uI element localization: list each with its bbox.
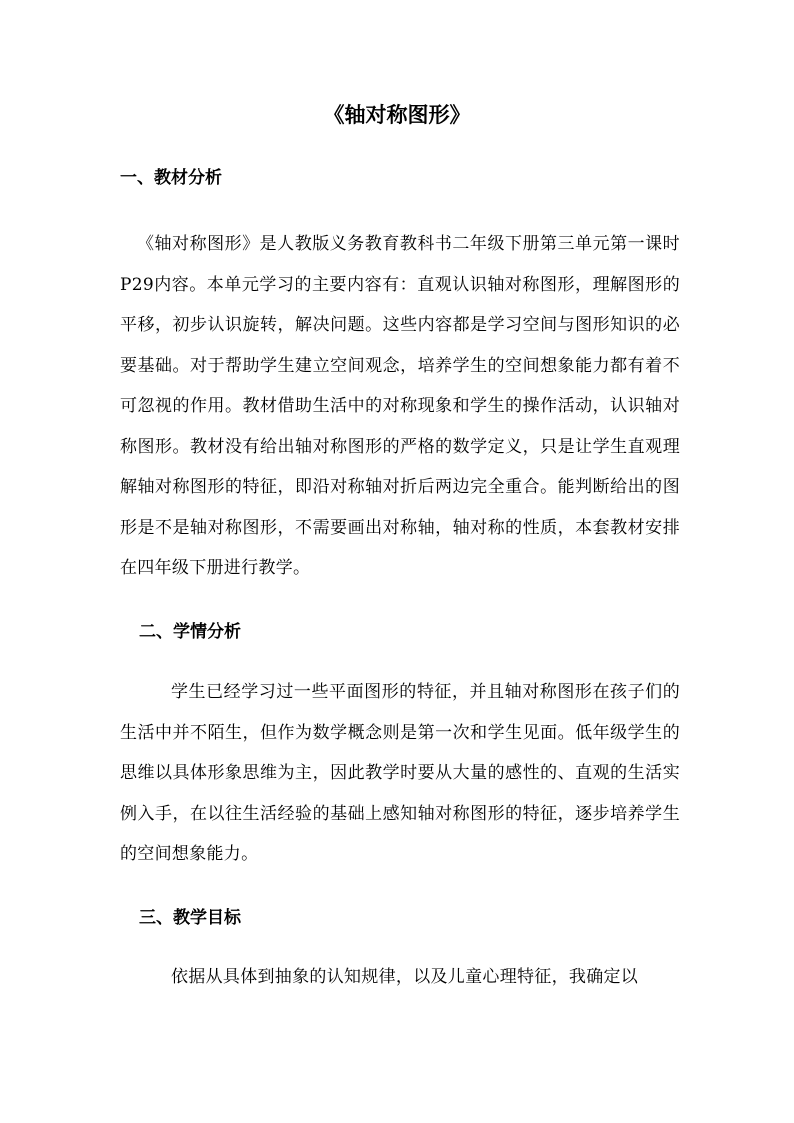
section-heading-textbook-analysis: 一、教材分析 — [120, 168, 222, 188]
section-heading-student-analysis: 二、学情分析 — [139, 622, 241, 642]
section-paragraph-student-analysis: 学生已经学习过一些平面图形的特征，并且轴对称图形在孩子们的生活中并不陌生，但作为数学概念则是第一次和学生见面。低年级学生的思维以具体形象思维为主，因此教学时要从大量的感性的、直观的生活实例入手，在以往生活经验的基础上感知轴对称图形的特征，逐步培养学生的空间想象能力。 — [120, 682, 680, 864]
section-paragraph-textbook-analysis: 《轴对称图形》是人教版义务教育教科书二年级下册第三单元第一课时P29内容。本单元学习的主要内容有：直观认识轴对称图形，理解图形的平移，初步认识旋转，解决问题。这些内容都是学习空间与图形知识的必要基础。对于帮助学生建立空间观念，培养学生的空间想象能力都有着不可忽视的作用。教材借助生活中的对称现象和学生的操作活动，认识轴对称图形。教材没有给出轴对称图形的严格的数学定义，只是让学生直观理解轴对称图形的特征，即沿对称轴对折后两边完全重合。能判断给出的图形是不是轴对称图形，不需要画出对称轴，轴对称的性质，本套教材安排在四年级下册进行教学。 — [120, 234, 680, 578]
section-heading-teaching-objectives: 三、教学目标 — [139, 908, 241, 928]
section-paragraph-teaching-objectives: 依据从具体到抽象的认知规律，以及儿童心理特征，我确定以 — [171, 967, 639, 987]
document-title: 《轴对称图形》 — [323, 102, 471, 127]
